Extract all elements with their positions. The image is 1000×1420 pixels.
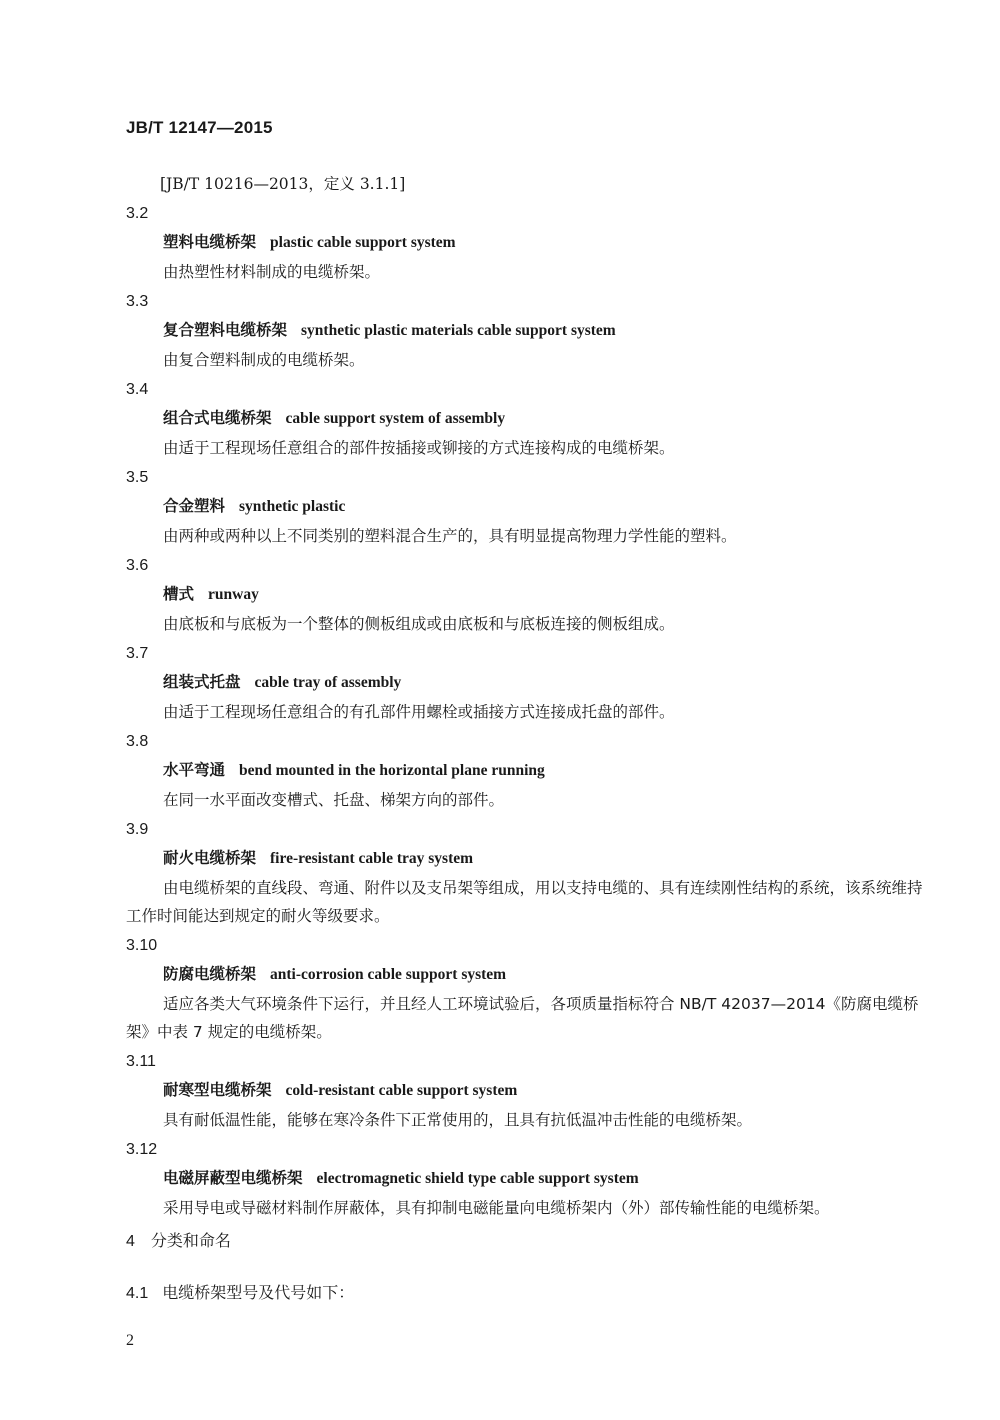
section-number: 4 [126,1233,135,1250]
term-entry [126,640,926,728]
term-number: 3.8 [126,733,149,750]
term-english: anti-corrosion cable support system [270,966,507,983]
term-english: cable support system of assembly [285,410,506,427]
subsection-text: 电缆桥架型号及代号如下： [162,1283,355,1302]
term-chinese: 复合塑料电缆桥架 [163,321,288,339]
term-heading [126,403,926,434]
subsection-clause [126,1280,354,1303]
term-definition: 具有耐低温性能，能够在寒冷条件下正常使用的，且具有抗低温冲击性能的电缆桥架。 [163,1111,753,1129]
definition-reference: [JB/T 10216—2013，定义 3.1.1] [160,175,406,193]
term-number: 3.4 [126,381,149,398]
term-number: 3.3 [126,293,149,310]
term-entry [126,932,926,1048]
term-heading [126,579,926,610]
term-english: synthetic plastic materials cable support system [301,322,616,339]
term-chinese: 防腐电缆桥架 [163,965,257,983]
term-number: 3.10 [126,937,158,954]
page-number: 2 [126,1332,134,1349]
term-english: electromagnetic shield type cable support system [316,1170,639,1187]
term-definition: 由适于工程现场任意组合的部件按插接或铆接的方式连接构成的电缆桥架。 [163,439,675,457]
term-definition: 采用导电或导磁材料制作屏蔽体，具有抑制电磁能量向电缆桥架内（外）部传输性能的电缆桥架。 [163,1199,830,1217]
term-entry [126,552,926,640]
term-number: 3.12 [126,1141,158,1158]
term-definition: 在同一水平面改变槽式、托盘、梯架方向的部件。 [163,791,505,809]
term-chinese: 组装式托盘 [163,673,241,691]
term-entry [126,376,926,464]
term-heading [126,843,926,874]
term-definition: 由底板和与底板为一个整体的侧板组成或由底板和与底板连接的侧板组成。 [163,615,675,633]
term-number: 3.6 [126,557,149,574]
term-chinese: 耐寒型电缆桥架 [163,1081,272,1099]
term-definition: 由适于工程现场任意组合的有孔部件用螺栓或插接方式连接成托盘的部件。 [163,703,675,721]
term-entries [126,200,926,1224]
term-entry [126,1136,926,1224]
term-definition: 由电缆桥架的直线段、弯通、附件以及支吊架等组成，用以支持电缆的、具有连续刚性结构的系统，该系统维持工作时间能达到规定的耐火等级要求。 [126,879,923,925]
term-number: 3.7 [126,645,149,662]
section-heading [126,1228,231,1251]
term-entry [126,464,926,552]
term-chinese: 塑料电缆桥架 [163,233,257,251]
term-entry [126,816,926,932]
subsection-number: 4.1 [126,1285,149,1302]
term-number: 3.11 [126,1053,156,1070]
section-title-text: 分类和命名 [150,1231,231,1250]
term-number: 3.5 [126,469,149,486]
term-english: synthetic plastic [239,498,346,515]
term-heading [126,1075,926,1106]
term-heading [126,227,926,258]
term-heading [126,1163,926,1194]
term-definition: 由热塑性材料制成的电缆桥架。 [163,263,381,281]
term-english: plastic cable support system [270,234,456,251]
term-number: 3.2 [126,205,149,222]
term-chinese: 槽式 [163,585,195,603]
term-english: cable tray of assembly [254,674,402,691]
term-heading [126,491,926,522]
term-entry [126,728,926,816]
term-chinese: 耐火电缆桥架 [163,849,257,867]
term-heading [126,667,926,698]
term-heading [126,315,926,346]
term-chinese: 电磁屏蔽型电缆桥架 [163,1169,303,1187]
term-number: 3.9 [126,821,149,838]
term-entry [126,1048,926,1136]
term-english: cold-resistant cable support system [285,1082,518,1099]
term-definition: 由复合塑料制成的电缆桥架。 [163,351,365,369]
term-entry [126,200,926,288]
term-chinese: 水平弯通 [163,761,226,779]
term-chinese: 组合式电缆桥架 [163,409,272,427]
term-heading [126,755,926,786]
term-english: runway [208,586,259,603]
standard-code: JB/T 12147—2015 [126,118,273,137]
term-heading [126,959,926,990]
term-chinese: 合金塑料 [163,497,226,515]
term-english: bend mounted in the horizontal plane running [239,762,545,779]
term-definition: 由两种或两种以上不同类别的塑料混合生产的，具有明显提高物理力学性能的塑料。 [163,527,737,545]
term-english: fire-resistant cable tray system [270,850,474,867]
term-definition: 适应各类大气环境条件下运行，并且经人工环境试验后，各项质量指标符合 NB/T 42037—2014《防腐电缆桥架》中表 7 规定的电缆桥架。 [126,995,919,1041]
term-entry [126,288,926,376]
